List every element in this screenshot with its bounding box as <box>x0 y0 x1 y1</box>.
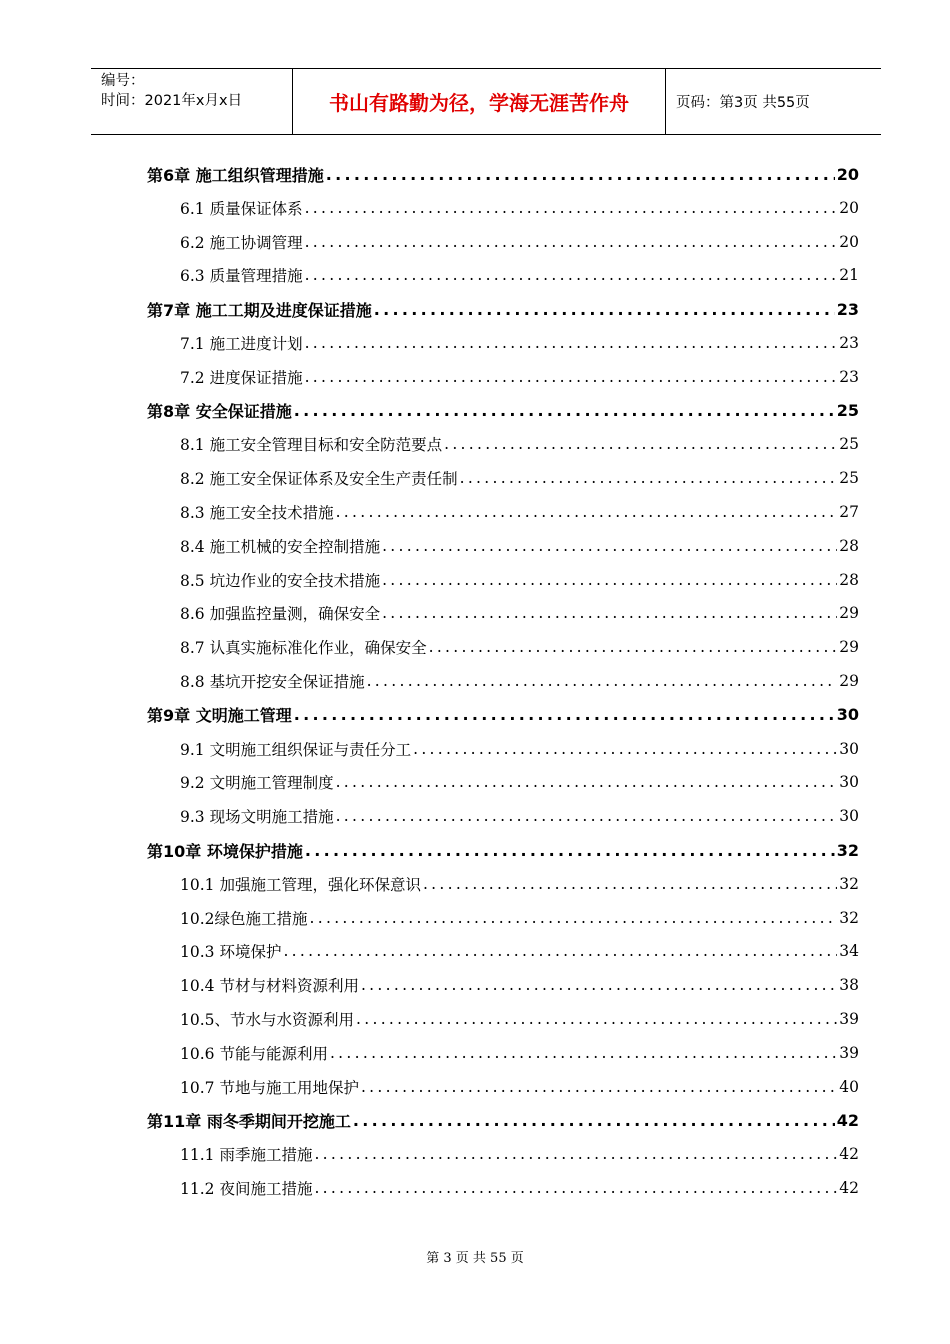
toc-section-entry[interactable] <box>180 1002 859 1036</box>
toc-entry-title: 9.3 现场文明施工措施 <box>180 808 334 827</box>
toc-section-entry[interactable] <box>180 1137 859 1171</box>
toc-leader-dots <box>427 638 838 656</box>
toc-leader-dots <box>380 571 837 589</box>
toc-chapter-entry[interactable] <box>147 1103 859 1137</box>
toc-entry-page-number: 30 <box>839 739 859 758</box>
toc-entry-page-number: 23 <box>839 367 859 386</box>
toc-leader-dots <box>292 401 835 420</box>
toc-entry-title: 11.2 夜间施工措施 <box>180 1180 313 1198</box>
toc-leader-dots <box>411 740 837 758</box>
toc-entry-page-number: 27 <box>839 503 859 521</box>
toc-chapter-entry[interactable] <box>147 698 859 732</box>
toc-leader-dots <box>312 1145 837 1163</box>
toc-entry-page-number: 32 <box>836 840 859 860</box>
toc-leader-dots <box>351 1111 835 1130</box>
toc-section-entry[interactable] <box>180 765 859 799</box>
toc-section-entry[interactable] <box>180 191 859 225</box>
toc-section-entry[interactable] <box>180 495 859 529</box>
toc-entry-title: 7.2 进度保证措施 <box>180 368 303 387</box>
toc-entry-page-number: 39 <box>839 1043 859 1062</box>
toc-leader-dots <box>380 604 837 622</box>
toc-entry-page-number: 29 <box>839 604 859 623</box>
toc-entry-page-number: 40 <box>839 1077 859 1096</box>
toc-section-entry[interactable] <box>180 258 859 292</box>
toc-section-entry[interactable] <box>180 326 859 360</box>
toc-entry-title: 6.2 施工协调管理 <box>180 233 303 252</box>
toc-leader-dots <box>328 1044 837 1062</box>
toc-entry-title: 第10章 环境保护措施 <box>147 841 303 861</box>
toc-entry-page-number: 23 <box>836 299 859 319</box>
toc-leader-dots <box>292 705 835 724</box>
toc-entry-page-number: 32 <box>839 908 859 927</box>
toc-entry-page-number: 28 <box>839 570 859 589</box>
toc-leader-dots <box>303 266 838 284</box>
toc-chapter-entry[interactable] <box>147 394 859 428</box>
toc-entry-title: 10.3 环境保护 <box>180 943 282 962</box>
header-id-label: 编号： <box>101 73 145 89</box>
toc-entry-title: 8.6 加强监控量测，确保安全 <box>180 605 381 624</box>
toc-leader-dots <box>324 165 835 184</box>
toc-section-entry[interactable] <box>180 867 859 901</box>
toc-leader-dots <box>359 1078 837 1096</box>
toc-entry-title: 8.4 施工机械的安全控制措施 <box>180 537 381 556</box>
toc-entry-title: 8.5 坑边作业的安全技术措施 <box>180 571 381 590</box>
toc-section-entry[interactable] <box>180 630 859 664</box>
toc-entry-page-number: 20 <box>839 198 859 217</box>
toc-leader-dots <box>458 469 838 487</box>
toc-entry-title: 10.7 节地与施工用地保护 <box>180 1078 359 1097</box>
toc-entry-page-number: 29 <box>839 672 859 690</box>
toc-entry-page-number: 38 <box>839 976 859 995</box>
toc-leader-dots <box>312 1179 837 1197</box>
toc-entry-page-number: 32 <box>839 874 859 893</box>
toc-entry-title: 第9章 文明施工管理 <box>147 706 292 726</box>
toc-section-entry[interactable] <box>180 664 859 698</box>
page-footer: 第 3 页 共 55 页 <box>426 1251 524 1266</box>
toc-section-entry[interactable] <box>180 563 859 597</box>
toc-entry-page-number: 28 <box>839 536 859 555</box>
toc-leader-dots <box>281 942 837 960</box>
toc-entry-title: 9.2 文明施工管理制度 <box>180 774 334 793</box>
toc-entry-title: 8.2 施工安全保证体系及安全生产责任制 <box>180 470 458 489</box>
toc-entry-title: 10.6 节能与能源利用 <box>180 1044 328 1063</box>
toc-entry-page-number: 25 <box>839 469 859 488</box>
toc-leader-dots <box>334 503 838 521</box>
toc-section-entry[interactable] <box>180 225 859 259</box>
toc-entry-title: 8.3 施工安全技术措施 <box>180 504 334 522</box>
toc-section-entry[interactable] <box>180 360 859 394</box>
toc-leader-dots <box>442 435 837 453</box>
toc-entry-page-number: 20 <box>836 164 859 184</box>
toc-entry-page-number: 21 <box>839 266 859 285</box>
toc-chapter-entry[interactable] <box>147 157 859 191</box>
toc-entry-page-number: 20 <box>839 232 859 251</box>
toc-entry-title: 10.5、节水与水资源利用 <box>180 1011 355 1029</box>
toc-leader-dots <box>359 976 837 994</box>
toc-entry-title: 10.2绿色施工措施 <box>180 909 308 928</box>
toc-entry-title: 第6章 施工组织管理措施 <box>147 165 324 185</box>
toc-section-entry[interactable] <box>180 799 859 833</box>
toc-leader-dots <box>334 807 838 825</box>
toc-entry-title: 6.3 质量管理措施 <box>180 267 303 286</box>
toc-entry-title: 8.1 施工安全管理目标和安全防范要点 <box>180 436 443 455</box>
toc-chapter-entry[interactable] <box>147 833 859 867</box>
toc-leader-dots <box>334 773 838 791</box>
toc-entry-page-number: 42 <box>839 1179 859 1197</box>
toc-entry-title: 第11章 雨冬季期间开挖施工 <box>147 1111 351 1131</box>
toc-entry-page-number: 30 <box>839 807 859 826</box>
header-page-info: 页码：第3页 共55页 <box>676 95 810 111</box>
toc-leader-dots <box>354 1010 837 1028</box>
toc-leader-dots <box>380 537 837 555</box>
toc-entry-page-number: 25 <box>839 435 859 454</box>
toc-section-entry[interactable] <box>180 934 859 968</box>
toc-entry-title: 8.8 基坑开挖安全保证措施 <box>180 673 365 691</box>
toc-leader-dots <box>303 841 835 860</box>
toc-section-entry[interactable] <box>180 732 859 766</box>
toc-section-entry[interactable] <box>180 529 859 563</box>
toc-entry-title: 第7章 施工工期及进度保证措施 <box>147 300 372 320</box>
toc-entry-title: 7.1 施工进度计划 <box>180 335 303 353</box>
toc-leader-dots <box>308 909 838 927</box>
toc-leader-dots <box>303 233 838 251</box>
toc-section-entry[interactable] <box>180 461 859 495</box>
toc-entry-title: 6.1 质量保证体系 <box>180 199 303 218</box>
toc-entry-page-number: 39 <box>839 1010 859 1028</box>
toc-entry-title: 10.1 加强施工管理，强化环保意识 <box>180 875 421 894</box>
toc-entry-title: 第8章 安全保证措施 <box>147 402 292 422</box>
toc-entry-page-number: 30 <box>836 705 859 725</box>
toc-section-entry[interactable] <box>180 1070 859 1104</box>
toc-entry-title: 11.1 雨季施工措施 <box>180 1146 313 1165</box>
toc-leader-dots <box>303 334 838 352</box>
toc-entry-page-number: 34 <box>839 942 859 961</box>
page-header <box>91 68 881 135</box>
toc-entry-page-number: 42 <box>836 1110 859 1130</box>
header-meta <box>91 69 293 134</box>
header-motto: 书山有路勤为径，学海无涯苦作舟 <box>293 69 666 134</box>
toc-section-entry[interactable] <box>180 901 859 935</box>
toc-entry-title: 10.4 节材与材料资源利用 <box>180 977 359 996</box>
toc-entry-title: 9.1 文明施工组织保证与责任分工 <box>180 740 412 759</box>
header-time-label: 时间：2021年x月x日 <box>101 93 243 109</box>
toc-entry-page-number: 42 <box>839 1145 859 1164</box>
toc-chapter-entry[interactable] <box>147 292 859 326</box>
toc-section-entry[interactable] <box>180 968 859 1002</box>
toc-leader-dots <box>372 300 835 319</box>
toc-leader-dots <box>421 875 837 893</box>
toc-entry-page-number: 23 <box>839 334 859 352</box>
toc-entry-page-number: 30 <box>839 773 859 792</box>
toc-entry-title: 8.7 认真实施标准化作业，确保安全 <box>180 639 427 658</box>
toc-leader-dots <box>303 199 838 217</box>
toc-section-entry[interactable] <box>180 427 859 461</box>
toc-section-entry[interactable] <box>180 1171 859 1205</box>
toc-entry-page-number: 29 <box>839 638 859 657</box>
toc-leader-dots <box>365 672 838 690</box>
toc-section-entry[interactable] <box>180 596 859 630</box>
toc-leader-dots <box>303 368 838 386</box>
toc-entry-page-number: 25 <box>836 401 859 421</box>
toc-section-entry[interactable] <box>180 1036 859 1070</box>
